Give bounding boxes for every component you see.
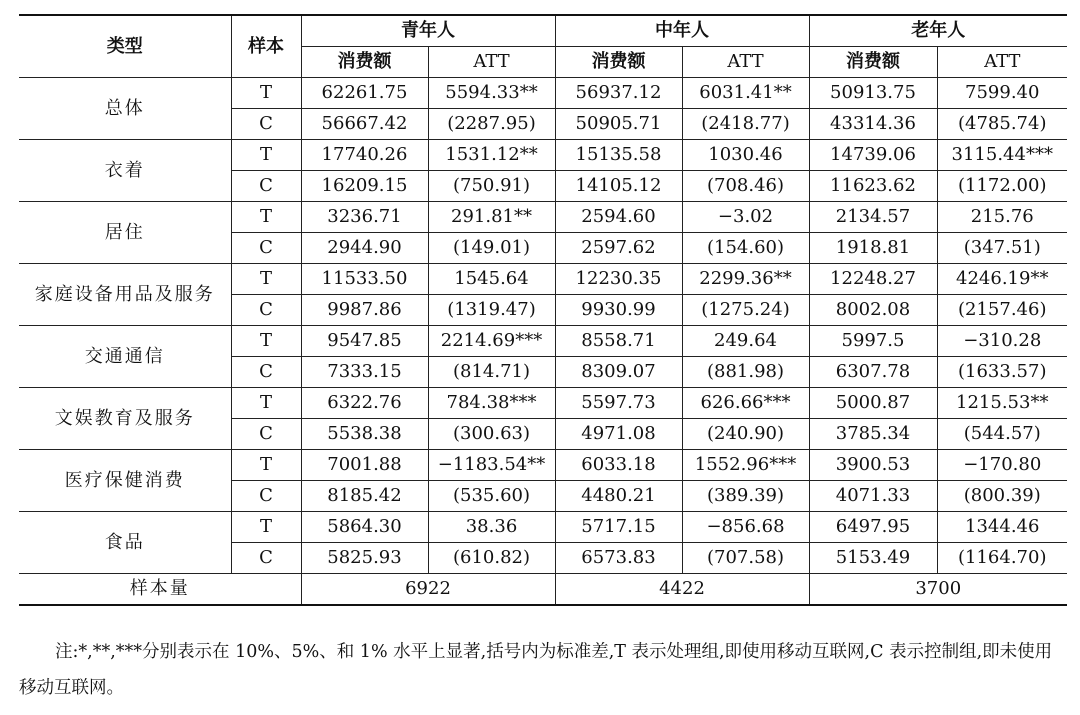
att-value-young: 1545.64 [428,264,555,295]
consumption-c-old: 3785.34 [809,419,937,450]
att-value-young: −1183.54** [428,450,555,481]
consumption-c-middle: 2597.62 [555,233,682,264]
consumption-c-young: 9987.86 [301,295,428,326]
consumption-t-middle: 6033.18 [555,450,682,481]
consumption-t-old: 5000.87 [809,388,937,419]
consumption-c-old: 11623.62 [809,171,937,202]
table-row-t [19,78,1067,109]
sample-label-c: C [231,233,301,264]
consumption-c-old: 5153.49 [809,543,937,574]
sample-size-row [19,574,1067,606]
consumption-c-old: 4071.33 [809,481,937,512]
sample-label-c: C [231,357,301,388]
att-value-middle: 2299.36** [682,264,809,295]
att-std-error-old: (347.51) [937,233,1067,264]
consumption-c-young: 7333.15 [301,357,428,388]
table-row-t [19,202,1067,233]
category-cell: 医疗保健消费 [19,450,231,512]
header-group-young: 青年人 [301,15,555,47]
att-std-error-middle: (708.46) [682,171,809,202]
consumption-c-middle: 4480.21 [555,481,682,512]
header-group-middle: 中年人 [555,15,809,47]
att-std-error-middle: (881.98) [682,357,809,388]
header-att: ATT [682,47,809,78]
category-cell: 居住 [19,202,231,264]
consumption-t-young: 6322.76 [301,388,428,419]
consumption-c-young: 8185.42 [301,481,428,512]
consumption-t-old: 12248.27 [809,264,937,295]
att-value-young: 38.36 [428,512,555,543]
header-consumption: 消费额 [555,47,682,78]
header-att: ATT [937,47,1067,78]
consumption-t-old: 2134.57 [809,202,937,233]
sample-label-t: T [231,78,301,109]
header-group-old: 老年人 [809,15,1067,47]
consumption-t-old: 50913.75 [809,78,937,109]
att-value-middle: −856.68 [682,512,809,543]
consumption-t-middle: 5597.73 [555,388,682,419]
consumption-t-middle: 2594.60 [555,202,682,233]
category-cell: 交通通信 [19,326,231,388]
att-std-error-middle: (240.90) [682,419,809,450]
att-std-error-old: (1172.00) [937,171,1067,202]
consumption-t-middle: 12230.35 [555,264,682,295]
sample-size-old: 3700 [809,574,1067,606]
table-row-t [19,450,1067,481]
sample-label-t: T [231,512,301,543]
att-std-error-old: (544.57) [937,419,1067,450]
consumption-t-middle: 8558.71 [555,326,682,357]
sample-label-c: C [231,543,301,574]
att-value-old: −170.80 [937,450,1067,481]
header-type: 类型 [19,15,231,78]
att-std-error-middle: (154.60) [682,233,809,264]
header-consumption: 消费额 [301,47,428,78]
header-sample: 样本 [231,15,301,78]
consumption-t-old: 3900.53 [809,450,937,481]
sample-label-c: C [231,419,301,450]
consumption-t-young: 9547.85 [301,326,428,357]
att-value-old: 1215.53** [937,388,1067,419]
consumption-c-young: 16209.15 [301,171,428,202]
consumption-c-middle: 14105.12 [555,171,682,202]
att-value-old: 7599.40 [937,78,1067,109]
consumption-t-old: 14739.06 [809,140,937,171]
sample-size-middle: 4422 [555,574,809,606]
sample-label-c: C [231,109,301,140]
att-value-old: 1344.46 [937,512,1067,543]
table-row-t [19,264,1067,295]
att-value-old: 3115.44*** [937,140,1067,171]
header-row-groups [19,15,1067,47]
att-std-error-middle: (2418.77) [682,109,809,140]
consumption-t-young: 17740.26 [301,140,428,171]
att-std-error-young: (814.71) [428,357,555,388]
att-value-young: 5594.33** [428,78,555,109]
att-value-young: 784.38*** [428,388,555,419]
sample-label-t: T [231,140,301,171]
sample-label-t: T [231,388,301,419]
category-cell: 衣着 [19,140,231,202]
att-value-middle: −3.02 [682,202,809,233]
consumption-c-old: 8002.08 [809,295,937,326]
consumption-t-young: 62261.75 [301,78,428,109]
sample-label-t: T [231,264,301,295]
att-std-error-old: (2157.46) [937,295,1067,326]
consumption-t-young: 5864.30 [301,512,428,543]
sample-size-label: 样本量 [19,574,301,606]
category-cell: 食品 [19,512,231,574]
consumption-c-young: 2944.90 [301,233,428,264]
consumption-c-middle: 50905.71 [555,109,682,140]
sample-label-t: T [231,450,301,481]
sample-label-t: T [231,202,301,233]
consumption-t-middle: 15135.58 [555,140,682,171]
att-std-error-young: (2287.95) [428,109,555,140]
att-value-young: 2214.69*** [428,326,555,357]
att-value-old: −310.28 [937,326,1067,357]
att-value-young: 291.81** [428,202,555,233]
att-value-old: 4246.19** [937,264,1067,295]
category-cell: 家庭设备用品及服务 [19,264,231,326]
att-std-error-middle: (1275.24) [682,295,809,326]
category-cell: 总体 [19,78,231,140]
att-std-error-young: (750.91) [428,171,555,202]
consumption-t-young: 3236.71 [301,202,428,233]
table-note: 注:*,**,***分别表示在 10%、5%、和 1% 水平上显著,括号内为标准差,T 表示处理组,即使用移动互联网,C 表示控制组,即未使用移动互联网。 [19,642,1053,698]
att-value-middle: 6031.41** [682,78,809,109]
att-std-error-middle: (389.39) [682,481,809,512]
table-row-t [19,388,1067,419]
sample-label-c: C [231,481,301,512]
att-value-middle: 1552.96*** [682,450,809,481]
table-row-t [19,512,1067,543]
consumption-t-middle: 5717.15 [555,512,682,543]
sample-label-c: C [231,295,301,326]
att-std-error-young: (1319.47) [428,295,555,326]
sample-size-young: 6922 [301,574,555,606]
consumption-c-young: 5825.93 [301,543,428,574]
att-value-middle: 626.66*** [682,388,809,419]
table-row-t [19,140,1067,171]
consumption-c-old: 6307.78 [809,357,937,388]
att-value-old: 215.76 [937,202,1067,233]
consumption-c-middle: 9930.99 [555,295,682,326]
att-value-middle: 1030.46 [682,140,809,171]
header-consumption: 消费额 [809,47,937,78]
att-std-error-young: (610.82) [428,543,555,574]
header-att: ATT [428,47,555,78]
att-std-error-old: (1633.57) [937,357,1067,388]
sample-label-t: T [231,326,301,357]
consumption-c-old: 1918.81 [809,233,937,264]
consumption-c-middle: 8309.07 [555,357,682,388]
results-table [19,14,1067,606]
consumption-t-old: 6497.95 [809,512,937,543]
consumption-c-young: 56667.42 [301,109,428,140]
att-value-middle: 249.64 [682,326,809,357]
att-std-error-young: (535.60) [428,481,555,512]
att-std-error-young: (300.63) [428,419,555,450]
att-std-error-young: (149.01) [428,233,555,264]
consumption-c-young: 5538.38 [301,419,428,450]
table-row-t [19,326,1067,357]
att-std-error-old: (1164.70) [937,543,1067,574]
sample-label-c: C [231,171,301,202]
att-std-error-old: (800.39) [937,481,1067,512]
att-std-error-old: (4785.74) [937,109,1067,140]
consumption-t-old: 5997.5 [809,326,937,357]
att-value-young: 1531.12** [428,140,555,171]
consumption-t-young: 7001.88 [301,450,428,481]
consumption-c-middle: 4971.08 [555,419,682,450]
consumption-t-middle: 56937.12 [555,78,682,109]
consumption-c-old: 43314.36 [809,109,937,140]
consumption-c-middle: 6573.83 [555,543,682,574]
category-cell: 文娱教育及服务 [19,388,231,450]
consumption-t-young: 11533.50 [301,264,428,295]
att-std-error-middle: (707.58) [682,543,809,574]
